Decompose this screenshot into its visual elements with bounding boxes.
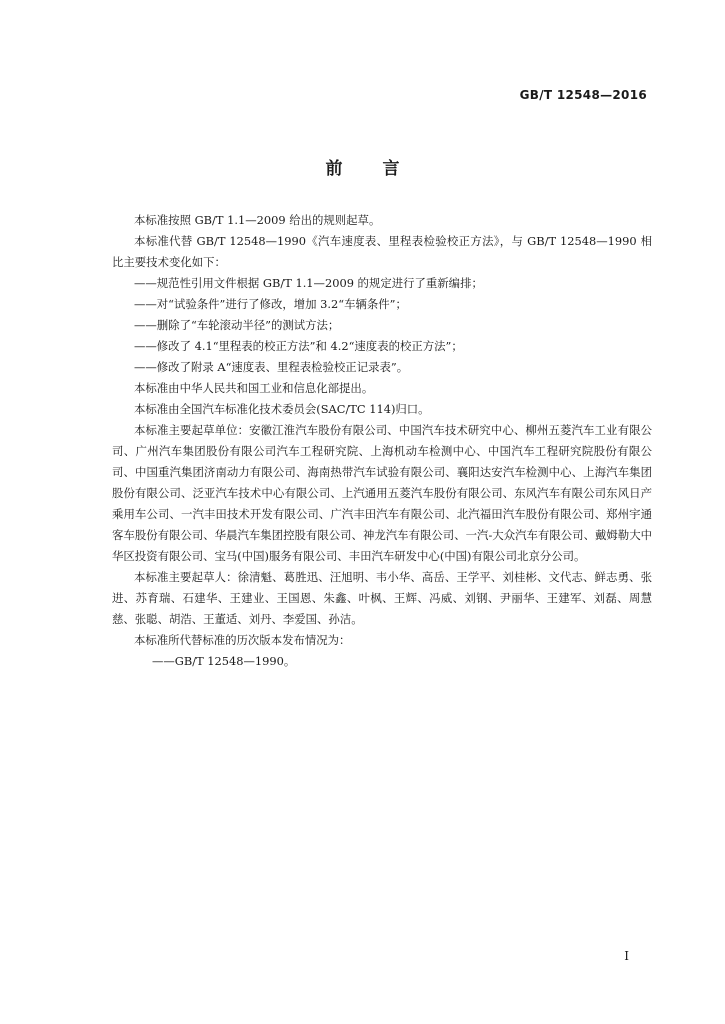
change-item-4: ——修改了 4.1“里程表的校正方法”和 4.2“速度表的校正方法”； — [134, 339, 463, 353]
paragraph-drafting-units: 本标准主要起草单位：安徽江淮汽车股份有限公司、中国汽车技术研究中心、柳州五菱汽车工业有限公司、广州汽车集团股份有限公司汽车工程研究院、上海机动车检测中心、中国汽车工程研究院股份有限公司、中国重汽集团济南动力有限公司、海南热带汽车试验有限公司、襄阳达安汽车检测中心、上海汽车集团股份有限公司、泛亚汽车技术中心有限公司、上汽通用五菱汽车股份有限公司、东风汽车有限公司东风日产乘用车公司、一汽丰田技术开发有限公司、广汽丰田汽车有限公司、北汽福田汽车股份有限公司、郑州宇通客车股份有限公司、华晨汽车集团控股有限公司、神龙汽车有限公司、一汽-大众汽车有限公司、戴姆勒大中华区投资有限公司、宝马(中国)服务有限公司、丰田汽车研发中心(中国)有限公司北京分公司。 — [112, 423, 652, 563]
paragraph-proposed-by: 本标准由中华人民共和国工业和信息化部提出。 — [134, 381, 374, 395]
change-item-1: ——规范性引用文件根据 GB/T 1.1—2009 的规定进行了重新编排； — [134, 276, 483, 290]
change-item-3: ——删除了“车轮滚动半径”的测试方法； — [134, 318, 340, 332]
paragraph-managed-by: 本标准由全国汽车标准化技术委员会(SAC/TC 114)归口。 — [134, 402, 430, 416]
history-item: ——GB/T 12548—1990。 — [152, 654, 296, 668]
foreword-body — [112, 210, 652, 672]
change-item-2: ——对“试验条件”进行了修改，增加 3.2“车辆条件”； — [134, 297, 407, 311]
page-title: 前言 — [325, 159, 440, 179]
paragraph-drafting-rules: 本标准按照 GB/T 1.1—2009 给出的规则起草。 — [134, 213, 381, 227]
paragraph-replaces: 本标准代替 GB/T 12548—1990《汽车速度表、里程表检验校正方法》，与 GB/T 12548—1990 相比主要技术变化如下： — [112, 234, 652, 269]
standard-code: GB/T 12548—2016 — [519, 88, 647, 102]
change-item-5: ——修改了附录 A“速度表、里程表检验校正记录表”。 — [134, 360, 409, 374]
page-number: I — [624, 949, 629, 963]
paragraph-drafters: 本标准主要起草人：徐清魁、葛胜迅、汪旭明、韦小华、高岳、王学平、刘桂彬、文代志、鲜志勇、张进、苏育瑞、石建华、王建业、王国恩、朱鑫、叶枫、王辉、冯威、刘钢、尹丽华、王建军、刘磊、周慧慈、张聪、胡浩、王董适、刘丹、李爱国、孙洁。 — [112, 570, 652, 626]
paragraph-history-intro: 本标准所代替标准的历次版本发布情况为： — [134, 633, 351, 647]
